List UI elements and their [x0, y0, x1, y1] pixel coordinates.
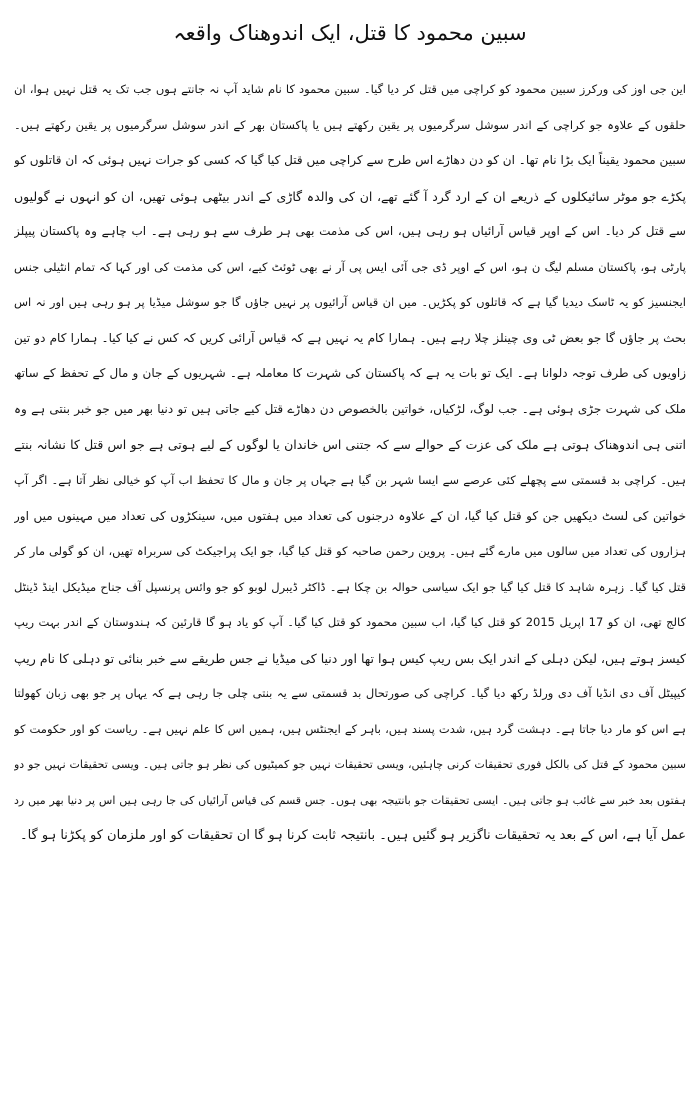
text-line: زاویوں کی طرف توجہ دلوانا ہے۔ ایک تو بات یہ ہے کہ پاکستان کی شہرت کا معاملہ ہے۔ شہریوں کے جان و مال کے تحفظ کے ساتھ	[14, 366, 686, 381]
text-line: کیپیٹل آف دی انڈیا آف دی ورلڈ رکھ دیا گیا۔ کراچی کی صورتحال بد قسمتی سے یہ بنتی چلی جا رہی ہے کہ یہاں پر جو بھی زبان کھولتا	[14, 686, 686, 701]
text-line: ایجنسیز کو یہ ٹاسک دیدیا گیا ہے کہ قاتلوں کو پکڑیں۔ میں ان قیاس آرائیوں پر نہیں جاؤں گا جو سوشل میڈیا پر ہو رہی ہیں اور نہ اس	[14, 295, 686, 310]
text-line: سے قتل کر دیا۔ اس کے اوپر قیاس آرائیاں ہو رہی ہیں، اس کی مذمت بھی ہر طرف سے ہو رہی ہے۔ اب چاہے وہ پاکستان پیپلز	[14, 224, 686, 239]
text-line: این جی اوز کی ورکرز سبین محمود کو کراچی میں قتل کر دیا گیا۔ سبین محمود کا نام شاید آپ نہ جانتے ہوں جب تک یہ قتل نہیں ہوا، ان	[14, 82, 686, 96]
article-title: سبین محمود کا قتل، ایک اندوھناک واقعہ	[173, 21, 527, 45]
text-line: بحث پر جاؤں گا جو بعض ٹی وی چینلز چلا رہے ہیں۔ ہمارا کام یہ نہیں ہے کہ قیاس آرائی کریں کہ کس نے کیا کیا۔ ہمارا کام دو تین	[14, 330, 686, 345]
text-line: پارٹی ہو، پاکستان مسلم لیگ ن ہو، اس کے اوپر ڈی جی آئی ایس پی آر نے بھی ٹوئٹ کیے، اس کی مذمت کی اور کہا کہ تمام انٹیلی جنس	[14, 259, 686, 274]
article-body	[14, 72, 686, 854]
text-line: قتل کیا گیا۔ زہرہ شاہد کا قتل کیا گیا جو ایک سیاسی حوالہ بن چکا ہے۔ ڈاکٹر ڈیبرل لوبو کو جو وائس پرنسپل آف جناح میڈیکل اینڈ ڈینٹل	[14, 579, 686, 594]
text-line: کالج تھی، ان کو 17 اپریل 2015 کو قتل کیا گیا، اب سبین محمود کو قتل کیا گیا۔ آپ کو یاد ہو گا قارئین کہ ہندوستان کے اندر بہت ریپ	[14, 615, 686, 630]
text-line: پکڑے جو موٹر سائیکلوں کے ذریعے ان کے ارد گرد آ گئے تھے، ان کی والدہ گاڑی کے اندر بیٹھی ہوئی تھیں، ان کو انہوں نے گولیوں	[14, 188, 686, 204]
text-line: حلقوں کے علاوہ جو کراچی کے اندر سوشل سرگرمیوں پر یقین رکھتے ہیں یا پاکستان بھر کے اندر سوشل سرگرمیوں پر یقین رکھتے ہیں۔	[14, 117, 686, 132]
text-line: ہیں۔ کراچی بد قسمتی سے پچھلے کئی عرصے سے ایسا شہر بن گیا ہے جہاں پر جان و مال کا تحفظ اب آپ کو خیالی نظر آتا ہے۔ اگر آپ	[14, 473, 686, 488]
text-line: اتنی ہی اندوھناک ہوتی ہے ملک کی عزت کے حوالے سے کہ جتنی اس خاندان یا لوگوں کے لیے ہوتی ہے جو اس قتل کا نشانہ بنتے	[14, 437, 686, 453]
text-line: کیسز ہوتے ہیں، لیکن دہلی کے اندر ایک بس ریپ کیس ہوا تھا اور دنیا کی میڈیا نے جس طریقے سے خبر بنائی تو دہلی کا نام ریپ	[14, 650, 686, 666]
text-line: ملک کی شہرت جڑی ہوئی ہے۔ جب لوگ، لڑکیاں، خواتین بالخصوص دن دھاڑے قتل کیے جاتی ہیں تو دنیا بھر میں جو خبر بنتی ہے وہ	[14, 401, 686, 416]
text-line: سبین محمود کے قتل کی بالکل فوری تحقیقات کرنی چاہئیں، ویسی تحقیقات نہیں جو کمیٹیوں کی نظر ہو جاتی ہیں۔ ویسی تحقیقات نہیں جو دو	[14, 758, 686, 772]
text-line: سبین محمود یقیناً ایک بڑا نام تھا۔ ان کو دن دھاڑے اس طرح سے کراچی میں قتل کیا گیا کہ کسی کو جرات نہیں ہوئی کہ ان قاتلوں کو	[14, 153, 686, 168]
text-line: ہزاروں کی تعداد میں سالوں میں مارے گئے ہیں۔ پروین رحمن صاحبہ کو قتل کیا گیا، جو ایک پراجیکٹ کی سربراہ تھیں، ان کو گولی مار کر	[14, 544, 686, 559]
text-line: عمل آیا ہے، اس کے بعد یہ تحقیقات ناگزیر ہو گئیں ہیں۔ بانتیجہ ثابت کرنا ہو گا ان تحقیقات کو اور ملزمان کو پکڑنا ہو گا۔	[19, 828, 686, 844]
text-line: ہے اس کو مار دیا جاتا ہے۔ دہشت گرد ہیں، شدت پسند ہیں، باہر کے ایجنٹس ہیں، ہمیں اس کا علم نہیں ہے۔ ریاست کو اور حکومت کو	[14, 721, 686, 736]
text-line: ہفتوں بعد خبر سے غائب ہو جاتی ہیں۔ ایسی تحقیقات جو بانتیجہ بھی ہوں۔ جس قسم کی قیاس آرائیاں کی جا رہی ہیں اس پر دنیا بھر میں رد	[14, 793, 686, 807]
text-line: خواتین کی لسٹ دیکھیں جن کو قتل کیا گیا، ان کے علاوہ درجنوں کی تعداد میں ہفتوں میں، سینکڑوں کی تعداد میں مہینوں میں اور	[14, 508, 686, 523]
